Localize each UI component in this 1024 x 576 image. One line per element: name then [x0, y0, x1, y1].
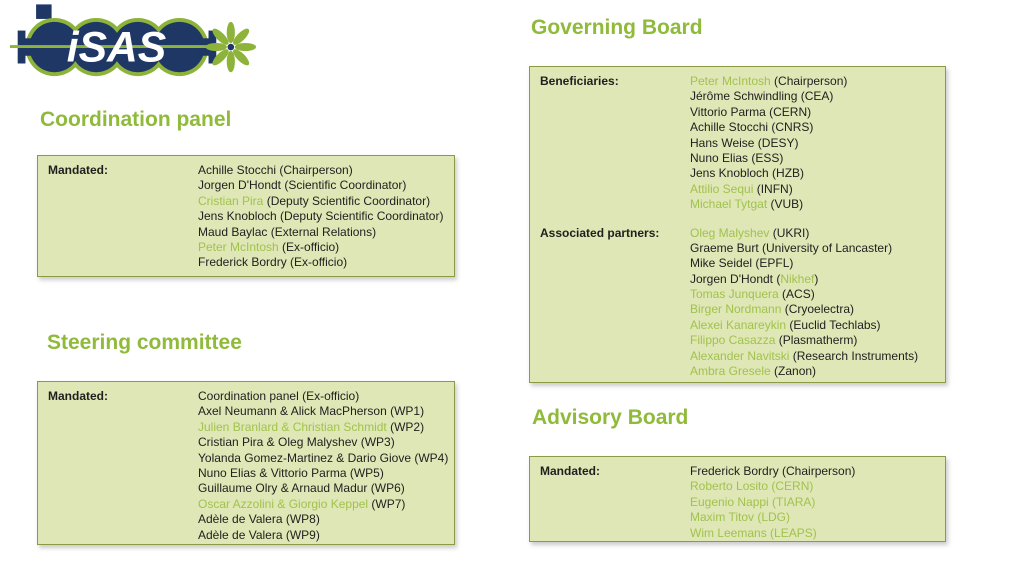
group-spacer — [540, 213, 939, 226]
member-text: Yolanda Gomez-Martinez & Dario Giove (WP4) — [198, 450, 449, 465]
member-text: (INFN) — [753, 181, 793, 196]
beneficiaries-label: Beneficiaries: — [540, 74, 619, 88]
member-line — [690, 479, 939, 494]
member-name-highlight: Julien Branlard & Christian Schmidt — [198, 419, 387, 434]
member-line — [198, 497, 448, 512]
member-text: Jens Knobloch (HZB) — [690, 166, 805, 181]
member-line — [690, 89, 939, 104]
member-text: Graeme Burt (University of Lancaster) — [690, 240, 893, 255]
coordination-panel-content — [48, 163, 448, 271]
member-line — [690, 302, 939, 317]
member-text: Frederick Bordry (Chairperson) — [690, 464, 856, 478]
coordination-mandated-label: Mandated: — [48, 163, 108, 177]
member-text: Jorgen D'Hondt ( — [690, 271, 781, 286]
member-text: Axel Neumann & Alick MacPherson (WP1) — [198, 404, 425, 419]
member-text: Coordination panel (Ex-officio) — [198, 389, 360, 403]
member-name-highlight: Alexei Kanareykin — [690, 317, 787, 332]
member-name-highlight: Alexander Navitski — [690, 348, 790, 363]
steering-committee-content — [48, 389, 448, 543]
advisory-mandated-label: Mandated: — [540, 464, 600, 478]
logo-text: iSAS — [66, 23, 167, 72]
member-line — [198, 451, 448, 466]
member-text: Mike Seidel (EPFL) — [690, 256, 794, 271]
member-line — [690, 364, 939, 379]
member-line — [198, 389, 448, 404]
member-name-highlight: Cristian Pira — [198, 193, 264, 208]
member-text: (Deputy Scientific Coordinator) — [263, 193, 431, 208]
steering-committee-title: Steering committee — [47, 331, 242, 354]
member-text: Achille Stocchi (Chairperson) — [198, 163, 353, 177]
member-name-highlight: Peter McIntosh — [690, 74, 771, 88]
member-text: Hans Weise (DESY) — [690, 135, 799, 150]
member-name-highlight: Michael Tytgat — [690, 197, 768, 212]
member-text: Jérôme Schwindling (CEA) — [690, 89, 834, 104]
member-line — [690, 166, 939, 181]
member-text: Maud Baylac (External Relations) — [198, 224, 377, 239]
logo-square — [36, 4, 52, 19]
member-line — [198, 512, 448, 527]
member-name-highlight: Eugenio Nappi (TIARA) — [690, 494, 816, 509]
member-line — [198, 466, 448, 481]
member-line — [198, 178, 448, 193]
member-text: (WP2) — [386, 419, 425, 434]
member-line — [690, 510, 939, 525]
member-name-highlight: Attilio Sequi — [690, 181, 754, 196]
member-line — [690, 105, 939, 120]
member-line — [198, 225, 448, 240]
member-text: (WP7) — [368, 496, 406, 511]
isas-logo-graphic — [8, 0, 256, 96]
member-text: Guillaume Olry & Arnaud Madur (WP6) — [198, 481, 405, 496]
member-text: Vittorio Parma (CERN) — [690, 104, 812, 119]
member-name-highlight: Oscar Azzolini & Giorgio Keppel — [198, 496, 369, 511]
advisory-board-title: Advisory Board — [532, 406, 689, 429]
governing-board-box — [529, 66, 946, 383]
member-name-highlight: Maxim Titov (LDG) — [690, 510, 791, 525]
member-name-highlight: Wim Leemans (LEAPS) — [690, 525, 817, 540]
member-text: (ACS) — [778, 287, 815, 302]
member-line — [690, 136, 939, 151]
governing-board-title: Governing Board — [531, 16, 703, 39]
member-line — [198, 194, 448, 209]
member-text: ) — [814, 271, 819, 286]
member-line — [198, 240, 448, 255]
member-text: Nuno Elias (ESS) — [690, 150, 784, 165]
member-line — [690, 151, 939, 166]
advisory-board-content — [540, 464, 939, 541]
member-line — [690, 120, 939, 135]
member-line — [690, 272, 939, 287]
member-text: (Plasmatherm) — [775, 333, 858, 348]
member-line — [690, 256, 939, 271]
member-line — [198, 420, 448, 435]
member-line — [690, 495, 939, 510]
member-text: (Chairperson) — [770, 74, 848, 88]
member-name-highlight: Birger Nordmann — [690, 302, 782, 317]
member-text: (Cryoelectra) — [781, 302, 855, 317]
member-text: Jorgen D'Hondt (Scientific Coordinator) — [198, 178, 407, 193]
advisory-board-box — [529, 456, 946, 542]
member-line — [198, 163, 448, 178]
member-name-highlight: Ambra Gresele — [690, 364, 771, 379]
steering-mandated-label: Mandated: — [48, 389, 108, 403]
beneficiaries-group — [540, 74, 939, 213]
member-text: Frederick Bordry (Ex-officio) — [198, 255, 348, 270]
member-text: (VUB) — [767, 197, 804, 212]
member-line — [198, 481, 448, 496]
associated-partners-group — [540, 226, 939, 380]
member-text: (Ex-officio) — [278, 239, 340, 254]
member-name-highlight: Nikhef — [780, 271, 815, 286]
member-text: Jens Knobloch (Deputy Scientific Coordinator) — [198, 209, 444, 224]
member-line — [198, 435, 448, 450]
member-text: Achille Stocchi (CNRS) — [690, 120, 814, 135]
member-text: Cristian Pira & Oleg Malyshev (WP3) — [198, 435, 395, 450]
member-text: (UKRI) — [769, 225, 810, 240]
member-text: (Euclid Techlabs) — [786, 317, 881, 332]
member-name-highlight: Peter McIntosh — [198, 239, 279, 254]
beneficiaries-list — [690, 74, 939, 213]
advisory-members-list — [690, 464, 939, 541]
member-text: Adèle de Valera (WP9) — [198, 527, 320, 542]
member-text: Nuno Elias & Vittorio Parma (WP5) — [198, 465, 384, 480]
member-line — [198, 528, 448, 543]
member-line — [690, 74, 939, 89]
isas-logo — [8, 0, 256, 96]
member-line — [690, 241, 939, 256]
member-text: Adèle de Valera (WP8) — [198, 512, 320, 527]
member-line — [690, 318, 939, 333]
member-text: (Zanon) — [770, 364, 817, 379]
member-line — [690, 349, 939, 364]
flower-icon — [206, 22, 256, 72]
member-line — [690, 333, 939, 348]
member-line — [690, 464, 939, 479]
member-line — [690, 226, 939, 241]
member-name-highlight: Oleg Malyshev — [690, 225, 770, 240]
steering-committee-box — [37, 381, 455, 545]
member-name-highlight: Roberto Losito (CERN) — [690, 479, 814, 494]
steering-members-list — [198, 389, 448, 543]
coordination-panel-box — [37, 155, 455, 277]
associated-partners-list — [690, 226, 939, 380]
member-line — [690, 526, 939, 541]
member-line — [198, 209, 448, 224]
coordination-members-list — [198, 163, 448, 271]
member-line — [690, 182, 939, 197]
member-name-highlight: Filippo Casazza — [690, 333, 776, 348]
associated-partners-label: Associated partners: — [540, 225, 660, 240]
member-line — [690, 197, 939, 212]
member-name-highlight: Tomas Junquera — [690, 287, 779, 302]
member-line — [198, 255, 448, 270]
member-line — [690, 287, 939, 302]
member-line — [198, 404, 448, 419]
coordination-panel-title: Coordination panel — [40, 108, 232, 131]
member-text: (Research Instruments) — [789, 348, 919, 363]
